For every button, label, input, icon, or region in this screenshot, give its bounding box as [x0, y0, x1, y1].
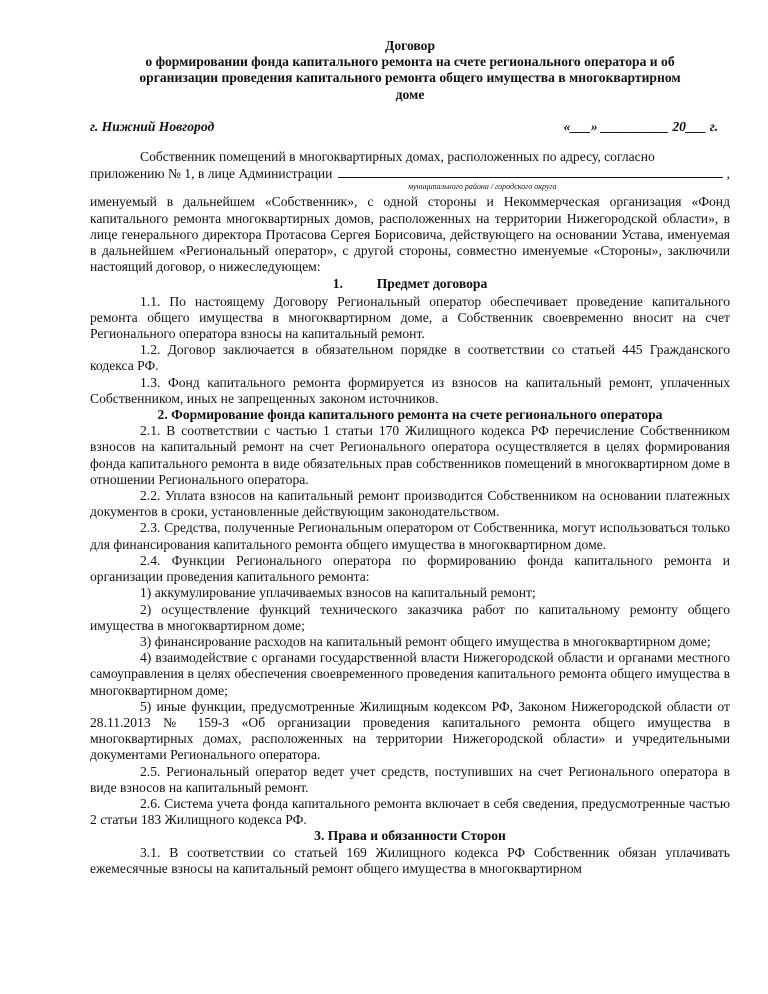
document-body	[90, 38, 730, 877]
paragraph-1-2: 1.2. Договор заключается в обязательном порядке в соответствии со статьей 445 Гражданского кодекса РФ.	[90, 342, 730, 374]
list-item-4: 4) взаимодействие с органами государственной власти Нижегородской области и органами местного самоуправления в целях обеспечения своевременного проведения капитального ремонта общего имущества в многоквартирном доме;	[90, 650, 730, 698]
title-line-2: о формировании фонда капитального ремонта на счете регионального оператора и об	[145, 54, 675, 70]
place: г. Нижний Новгород	[90, 118, 215, 134]
paragraph-1-1: 1.1. По настоящему Договору Региональный оператор обеспечивает проведение капитального ремонта общего имущества в многоквартирном доме, а Собственник своевременно вносит на счет Регионального оператора взносы на капитальный ремонт.	[90, 293, 730, 342]
paragraph-2-4: 2.4. Функции Регионального оператора по формированию фонда капитального ремонта и организации проведения капитального ремонта:	[90, 552, 730, 585]
list-item-3: 3) финансирование расходов на капитальный ремонт общего имущества в многоквартирном доме;	[140, 633, 711, 649]
section-1-number: 1.	[332, 276, 343, 292]
document-title	[90, 38, 730, 103]
intro-line-2-prefix: приложению № 1, в лице Администрации	[90, 166, 333, 182]
paragraph-1-3: 1.3. Фонд капитального ремонта формируется из взносов на капитальный ремонт, уплаченных Собственником, иных не запрещенных законом источников.	[90, 374, 730, 406]
intro-line-1: Собственник помещений в многоквартирных домах, расположенных по адресу, согласно	[140, 149, 655, 165]
paragraph-3-1: 3.1. В соответствии со статьей 169 Жилищного кодекса РФ Собственник обязан уплачивать ежемесячные взносы на капитальный ремонт общего имущества в многоквартирном	[90, 844, 730, 876]
paragraph-2-6: 2.6. Система учета фонда капитального ремонта включает в себя сведения, предусмотренные частью 2 статьи 183 Жилищного кодекса РФ.	[90, 795, 730, 828]
title-line-3: организации проведения капитального ремонта общего имущества в многоквартирном	[139, 70, 681, 86]
section-3-heading: 3. Права и обязанности Сторон	[314, 828, 506, 844]
date-field: «___» __________ 20___ г.	[563, 118, 718, 134]
paragraph-2-5: 2.5. Региональный оператор ведет учет средств, поступивших на счет Регионального оператора в виде взносов на капитальный ремонт.	[90, 763, 730, 795]
administration-blank-line	[338, 165, 722, 178]
intro-line-2	[90, 165, 730, 182]
section-1-heading	[90, 276, 730, 292]
intro-paragraph: именуемый в дальнейшем «Собственник», с одной стороны и Некоммерческая организация «Фонд капитального ремонта многоквартирных домов, расположенных на территории Нижегородской области», в лице генерального директора Протасова Сергея Борисовича, действующего на основании Устава, именуемая в дальнейшем «Региональный оператор», с другой стороны, совместно именуемые «Стороны», заключили настоящий договор, о нижеследующем:	[90, 194, 730, 275]
paragraph-2-3: 2.3. Средства, полученные Региональным оператором от Собственника, могут использоваться только для финансирования капитального ремонта общего имущества в многоквартирном доме.	[90, 520, 730, 552]
place-date-row	[90, 119, 730, 135]
title-line-4: доме	[395, 86, 425, 102]
list-item-5: 5) иные функции, предусмотренные Жилищным кодексом РФ, Законом Нижегородской области от 28.11.2013 № 159-З «Об организации проведения капитального ремонта общего имущества в многоквартирных домах, расположенных на территории Нижегородской области» и учредительными документами Регионального оператора.	[90, 698, 730, 763]
list-item-2: 2) осуществление функций технического заказчика работ по капитальному ремонту общего имущества в многоквартирном доме;	[90, 601, 730, 633]
blank-caption: муниципального района / городского округа	[408, 182, 557, 192]
paragraph-2-2: 2.2. Уплата взносов на капитальный ремонт производится Собственником на основании платежных документов в сроки, установленные действующим законодательством.	[90, 488, 730, 520]
title-line-1: Договор	[384, 38, 436, 53]
section-1-title: Предмет договора	[376, 276, 488, 292]
intro-line-2-suffix: ,	[726, 166, 730, 182]
list-item-1: 1) аккумулирование уплачиваемых взносов на капитальный ремонт;	[140, 585, 536, 601]
paragraph-2-1: 2.1. В соответствии с частью 1 статьи 170 Жилищного кодекса РФ перечисление Собственником взносов на капитальный ремонт на счет Регионального оператора осуществляется в целях формирования фонда капитального ремонта в виде обязательных прав собственников помещений в многоквартирном доме в отношении Регионального оператора.	[90, 423, 730, 487]
section-2-heading: 2. Формирование фонда капитального ремонта на счете регионального оператора	[157, 407, 663, 423]
